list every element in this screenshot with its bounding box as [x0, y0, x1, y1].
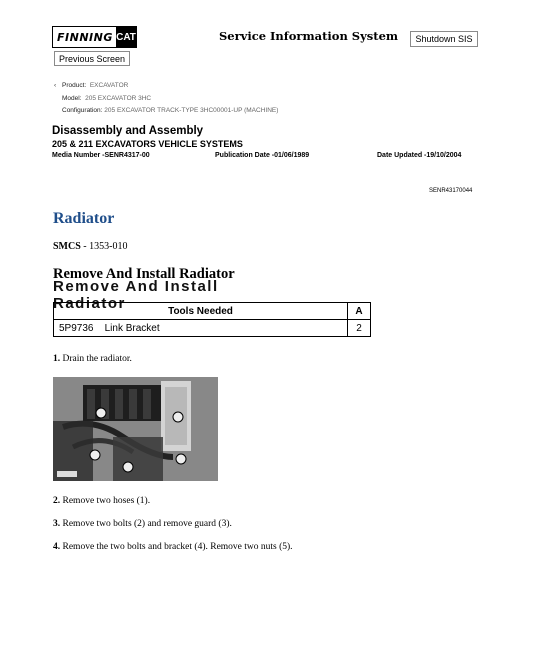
breadcrumb-configuration: Configuration: 205 EXCAVATOR TRACK-TYPE 3HC00001-UP (MACHINE) — [62, 107, 279, 114]
document-title: Disassembly and Assembly — [52, 125, 204, 137]
tools-needed-header: Tools Needed — [54, 303, 348, 320]
finning-cat-logo — [52, 26, 137, 48]
tools-table-header — [54, 303, 371, 320]
previous-screen-button[interactable]: Previous Screen — [54, 51, 130, 66]
publication-date: Publication Date -01/06/1989 — [215, 152, 310, 159]
column-a-header: A — [348, 303, 371, 320]
clipped-title-image: Remove And Install Radiator — [53, 278, 219, 312]
date-updated: Date Updated -19/10/2004 — [377, 152, 462, 159]
logo-text: FINNING — [57, 30, 113, 44]
tools-table — [53, 302, 371, 337]
radiator-photo — [53, 377, 218, 481]
cat-badge: CAT — [116, 27, 136, 47]
document-subtitle: 205 & 211 EXCAVATORS VEHICLE SYSTEMS — [52, 139, 243, 149]
step-1: 1. Drain the radiator. — [53, 354, 132, 364]
reference-number: SENR43170044 — [429, 188, 473, 194]
procedure-title: Remove And Install Radiator — [53, 266, 235, 282]
section-heading: Radiator — [53, 210, 115, 227]
smcs-code: SMCS - 1353-010 — [53, 241, 128, 252]
tool-cell: 5P9736 Link Bracket — [54, 320, 348, 337]
step-3: 3. Remove two bolts (2) and remove guard (3). — [53, 519, 232, 529]
breadcrumb-product[interactable]: ‹ Product: EXCAVATOR — [54, 80, 278, 93]
shutdown-sis-button[interactable]: Shutdown SIS — [410, 31, 478, 47]
table-row — [54, 320, 371, 337]
page-title: Service Information System — [219, 29, 399, 43]
quantity-cell: 2 — [348, 320, 371, 337]
media-number: Media Number -SENR4317-00 — [52, 152, 150, 159]
step-2: 2. Remove two hoses (1). — [53, 496, 151, 506]
chevron-left-icon[interactable]: ‹ — [54, 82, 57, 89]
step-4: 4. Remove the two bolts and bracket (4). Remove two nuts (5). — [53, 542, 293, 552]
breadcrumb-model: Model: 205 EXCAVATOR 3HC — [62, 94, 152, 102]
breadcrumb — [54, 80, 278, 118]
